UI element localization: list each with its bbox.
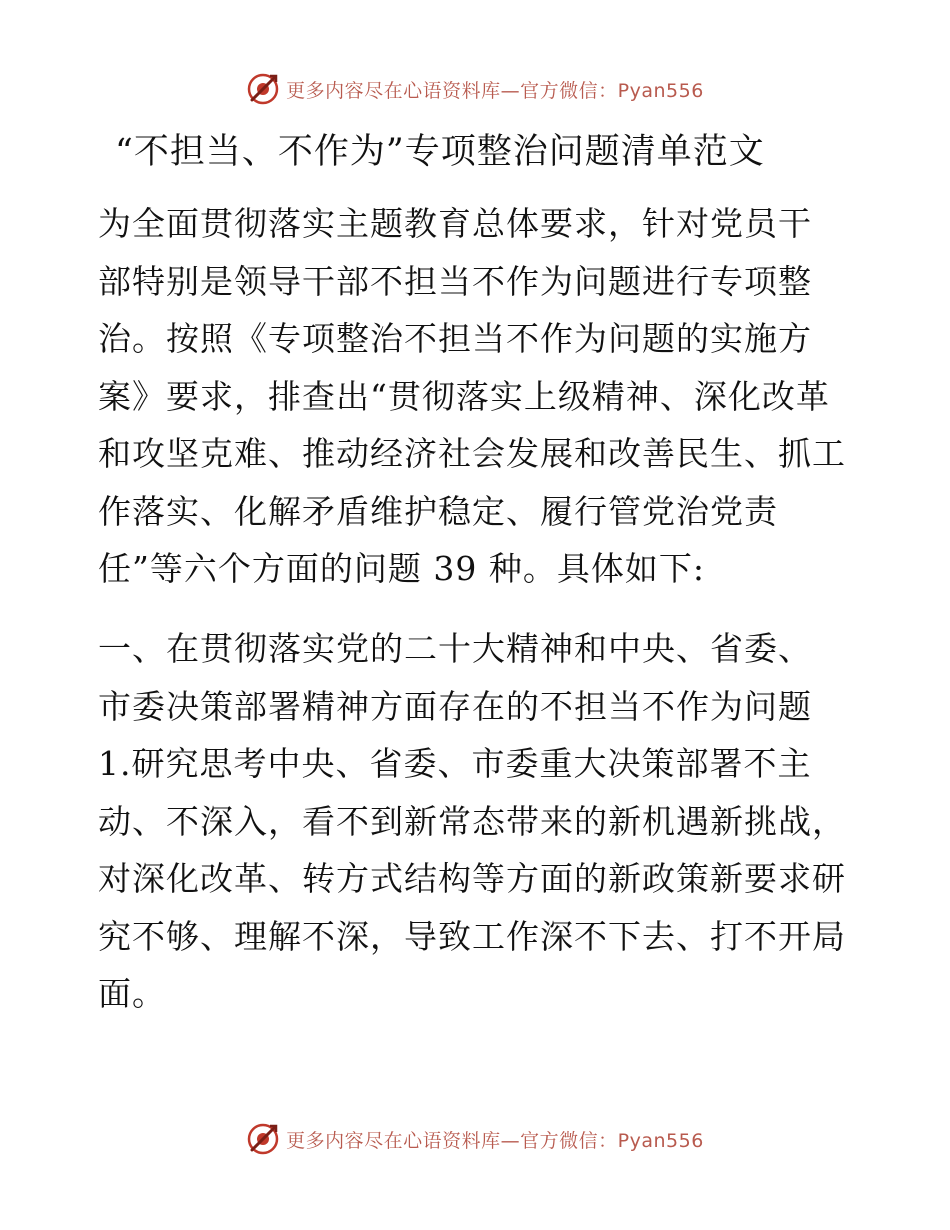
section-heading: [98, 620, 848, 735]
text-line: 面。: [98, 974, 166, 1013]
watermark-footer: [0, 1122, 950, 1156]
text-line: 为全面贯彻落实主题教育总体要求，针对党员干: [98, 204, 812, 243]
text-line: 市委决策部署精神方面存在的不担当不作为问题: [98, 686, 812, 726]
text-line: 部特别是领导干部不担当不作为问题进行专项整: [98, 261, 812, 301]
paragraph-intro: [98, 195, 848, 598]
logo-icon: [246, 1122, 280, 1156]
logo-icon: [246, 72, 280, 106]
text-line: 动、不深入，看不到新常态带来的新机遇新挑战，: [98, 801, 846, 841]
text-line: 任”等六个方面的问题 39 种。具体如下:: [98, 549, 705, 588]
text-line: 究不够、理解不深，导致工作深不下去、打不开局: [98, 916, 846, 956]
text-line: 对深化改革、转方式结构等方面的新政策新要求研: [98, 859, 846, 898]
text-line: 和攻坚克难、推动经济社会发展和改善民生、抓工: [98, 434, 846, 473]
list-item: [98, 735, 848, 1023]
document-title: “不担当、不作为”专项整治问题清单范文: [115, 132, 765, 172]
text-line: 治。按照《专项整治不担当不作为问题的实施方: [98, 319, 812, 358]
text-line: 一、在贯彻落实党的二十大精神和中央、省委、: [98, 629, 812, 668]
watermark-header: [0, 72, 950, 106]
text-line: 1.研究思考中央、省委、市委重大决策部署不主: [98, 744, 812, 783]
text-line: 作落实、化解矛盾维护稳定、履行管党治党责: [98, 491, 778, 531]
watermark-text: 更多内容尽在心语资料库—官方微信：Pyan556: [286, 1129, 704, 1152]
text-line: 案》要求，排查出“贯彻落实上级精神、深化改革: [98, 376, 830, 416]
watermark-text: 更多内容尽在心语资料库—官方微信：Pyan556: [286, 79, 704, 102]
